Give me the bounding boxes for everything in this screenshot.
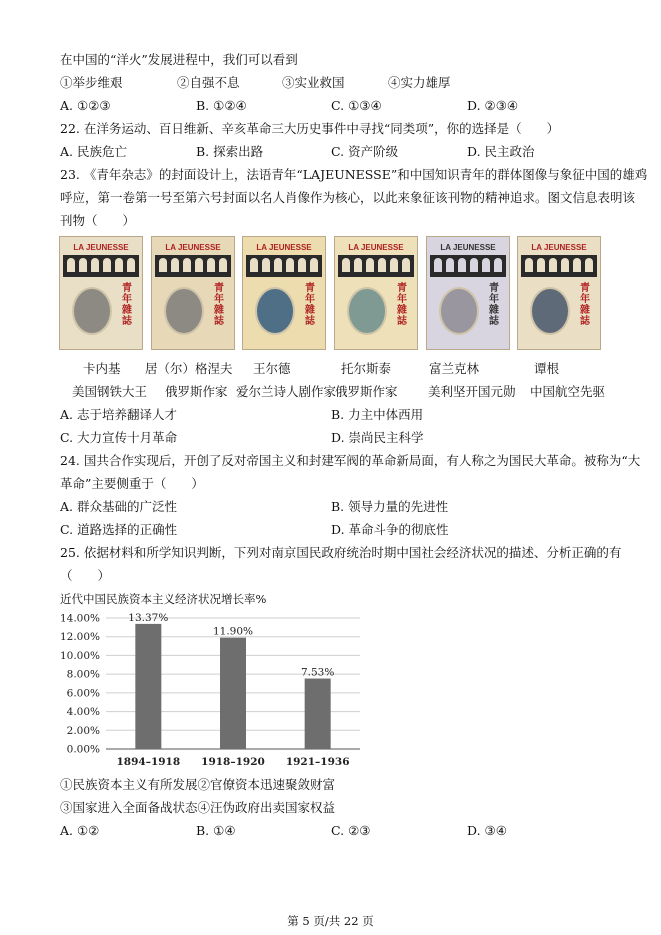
q22-option-b: B. 探索出路 — [196, 144, 264, 159]
cover-title: 青年雜誌 — [580, 283, 590, 327]
y-tick-label: 2.00% — [66, 724, 100, 737]
portrait — [347, 287, 387, 335]
page-footer: 第 5 页/共 22 页 — [287, 914, 374, 928]
cover-person-role: 爱尔兰诗人剧作家 — [236, 384, 337, 399]
cover-title: 青年雜誌 — [489, 283, 499, 327]
q23-stem-line-2: 呼应，第一卷第一号至第六号封面以名人肖像作为核心，以此来象征该刊物的精神追求。图文信息表明该 — [60, 190, 636, 205]
cover-person-name: 托尔斯泰 — [341, 361, 392, 376]
q23-stem-line-3: 刊物（ ） — [60, 213, 136, 228]
q22-stem: 22. 在洋务运动、百日维新、辛亥革命三大历史事件中寻找“同类项”，你的选择是（ ） — [60, 121, 560, 136]
y-tick-label: 0.00% — [66, 743, 100, 756]
magazine-cover — [151, 236, 235, 350]
magazine-cover — [426, 236, 510, 350]
q23-option-c: C. 大力宣传十月革命 — [60, 430, 178, 445]
q25-option-b: B. ①④ — [196, 823, 236, 838]
youth-silhouettes — [63, 255, 139, 277]
data-label: 11.90% — [212, 625, 254, 638]
q22-option-d: D. 民主政治 — [467, 144, 535, 159]
q25-item-line-1: ①民族资本主义有所发展②官僚资本迅速聚敛财富 — [60, 777, 336, 792]
q21-item: ①举步维艰 — [60, 75, 123, 90]
y-tick-label: 14.00% — [59, 612, 100, 625]
q21-option-b: B. ①②④ — [196, 98, 247, 113]
cover-masthead: LA JEUNESSE — [73, 243, 129, 252]
q25-item-line-2: ③国家进入全面备战状态④汪伪政府出卖国家权益 — [60, 800, 336, 815]
q22-option-c: C. 资产阶级 — [331, 144, 399, 159]
q23-option-a: A. 志于培养翻译人才 — [60, 407, 177, 422]
cover-person-role: 俄罗斯作家 — [335, 384, 398, 399]
youth-silhouettes — [338, 255, 414, 277]
magazine-cover — [517, 236, 601, 350]
cover-title: 青年雜誌 — [214, 283, 224, 327]
portrait — [72, 287, 112, 335]
chart-title: 近代中国民族资本主义经济状况增长率% — [60, 592, 267, 606]
growth-rate-bar-chart — [58, 606, 368, 772]
x-tick-label: 1918–1920 — [201, 756, 265, 768]
y-tick-label: 10.00% — [59, 649, 100, 662]
q25-stem-line-2: （ ） — [60, 568, 111, 583]
youth-silhouettes — [246, 255, 322, 277]
cover-person-role: 中国航空先驱 — [530, 384, 606, 399]
cover-title: 青年雜誌 — [397, 283, 407, 327]
magazine-covers-image — [57, 232, 611, 352]
q24-option-c: C. 道路选择的正确性 — [60, 522, 178, 537]
bar — [135, 624, 161, 749]
youth-silhouettes — [521, 255, 597, 277]
q24-option-a: A. 群众基础的广泛性 — [60, 499, 177, 514]
cover-person-name: 谭根 — [534, 361, 560, 376]
data-label: 7.53% — [300, 666, 335, 679]
portrait — [530, 287, 570, 335]
bar — [305, 679, 331, 749]
q21-item: ④实力雄厚 — [388, 75, 451, 90]
portrait — [164, 287, 204, 335]
data-label: 13.37% — [128, 611, 169, 624]
cover-masthead: LA JEUNESSE — [165, 243, 221, 252]
youth-silhouettes — [155, 255, 231, 277]
q23-option-d: D. 崇尚民主科学 — [331, 430, 424, 445]
q25-option-d: D. ③④ — [467, 823, 507, 838]
cover-person-role: 俄罗斯作家 — [165, 384, 228, 399]
cover-masthead: LA JEUNESSE — [256, 243, 312, 252]
q21-option-c: C. ①③④ — [331, 98, 382, 113]
q21-item: ②自强不息 — [177, 75, 240, 90]
magazine-cover — [59, 236, 143, 350]
magazine-cover — [334, 236, 418, 350]
q21-item: ③实业救国 — [282, 75, 345, 90]
portrait — [255, 287, 295, 335]
y-tick-label: 4.00% — [66, 706, 100, 719]
cover-title: 青年雜誌 — [122, 283, 132, 327]
q24-stem-line-2: 革命”主要侧重于（ ） — [60, 476, 204, 491]
portrait — [439, 287, 479, 335]
cover-person-role: 美利坚开国元勋 — [428, 384, 516, 399]
q22-option-a: A. 民族危亡 — [60, 144, 127, 159]
q21-stem: 在中国的“洋火”发展进程中，我们可以看到 — [60, 52, 298, 67]
cover-person-name: 卡内基 — [83, 361, 121, 376]
q24-option-b: B. 领导力量的先进性 — [331, 499, 449, 514]
cover-masthead: LA JEUNESSE — [440, 243, 496, 252]
q25-option-c: C. ②③ — [331, 823, 371, 838]
youth-silhouettes — [430, 255, 506, 277]
q21-option-a: A. ①②③ — [60, 98, 111, 113]
q25-stem-line-1: 25. 依据材料和所学知识判断，下列对南京国民政府统治时期中国社会经济状况的描述、分析正确的有 — [60, 545, 622, 560]
x-tick-label: 1894–1918 — [116, 756, 181, 768]
q21-option-d: D. ②③④ — [467, 98, 519, 113]
magazine-cover — [242, 236, 326, 350]
bar — [220, 638, 246, 749]
y-tick-label: 12.00% — [59, 631, 100, 644]
cover-masthead: LA JEUNESSE — [531, 243, 587, 252]
cover-masthead: LA JEUNESSE — [348, 243, 404, 252]
cover-person-name: 王尔德 — [253, 361, 291, 376]
y-tick-label: 8.00% — [66, 668, 100, 681]
q24-option-d: D. 革命斗争的彻底性 — [331, 522, 449, 537]
x-tick-label: 1921–1936 — [285, 756, 350, 768]
q25-option-a: A. ①② — [60, 823, 100, 838]
cover-person-role: 美国钢铁大王 — [72, 384, 148, 399]
q23-stem-line-1: 23. 《青年杂志》的封面设计上，法语青年“LAJEUNESSE”和中国知识青年的群体图像与象征中国的雄鸡 — [60, 167, 648, 182]
cover-person-name: 富兰克林 — [429, 361, 480, 376]
cover-person-name: 居（尔）格涅夫 — [145, 361, 233, 376]
y-tick-label: 6.00% — [66, 687, 100, 700]
q24-stem-line-1: 24. 国共合作实现后，开创了反对帝国主义和封建军阀的革命新局面，有人称之为国民大革命。被称为“大 — [60, 453, 641, 468]
q23-option-b: B. 力主中体西用 — [331, 407, 424, 422]
cover-title: 青年雜誌 — [305, 283, 315, 327]
